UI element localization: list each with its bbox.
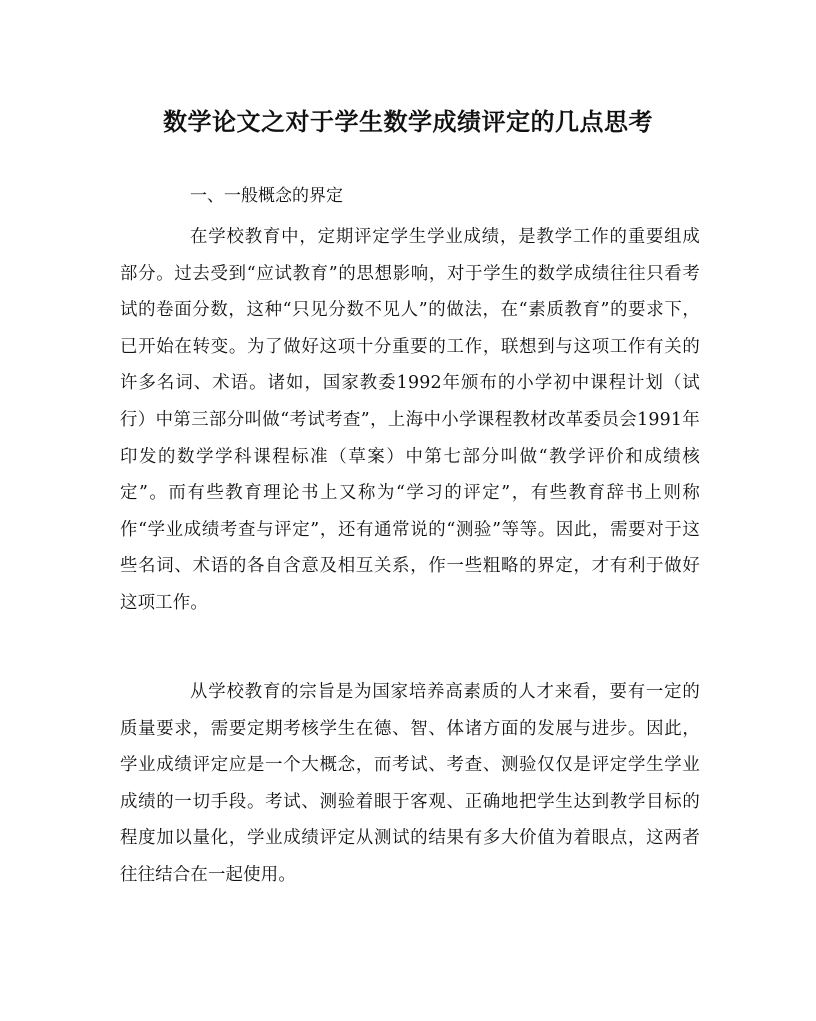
paragraph-2: 从学校教育的宗旨是为国家培养高素质的人才来看，要有一定的质量要求，需要定期考核学生在德、智、体诸方面的发展与进步。因此，学业成绩评定应是一个大概念，而考试、考查、测验仅仅是评定学生学业成绩的一切手段。考试、测验着眼于客观、正确地把学生达到教学目标的程度加以量化，学业成绩评定从测试的结果有多大价值为着眼点，这两者往往结合在一起使用。 [120,682,700,885]
section-heading: 一、一般概念的界定 [190,186,343,206]
document-title: 数学论文之对于学生数学成绩评定的几点思考 [163,107,653,136]
paragraph-1: 在学校教育中，定期评定学生学业成绩，是教学工作的重要组成部分。过去受到“应试教育”的思想影响，对于学生的数学成绩往往只看考试的卷面分数，这种“只见分数不见人”的做法，在“素质教育”的要求下，已开始在转变。为了做好这项十分重要的工作，联想到与这项工作有关的许多名词、术语。诸如，国家教委1992年颁布的小学初中课程计划（试行）中第三部分叫做“考试考查”，上海中小学课程教材改革委员会1991年印发的数学学科课程标准（草案）中第七部分叫做“教学评价和成绩核定”。而有些教育理论书上又称为“学习的评定”，有些教育辞书上则称作“学业成绩考查与评定”，还有通常说的“测验”等等。因此，需要对于这些名词、术语的各自含意及相互关系，作一些粗略的界定，才有利于做好这项工作。 [120,227,700,613]
